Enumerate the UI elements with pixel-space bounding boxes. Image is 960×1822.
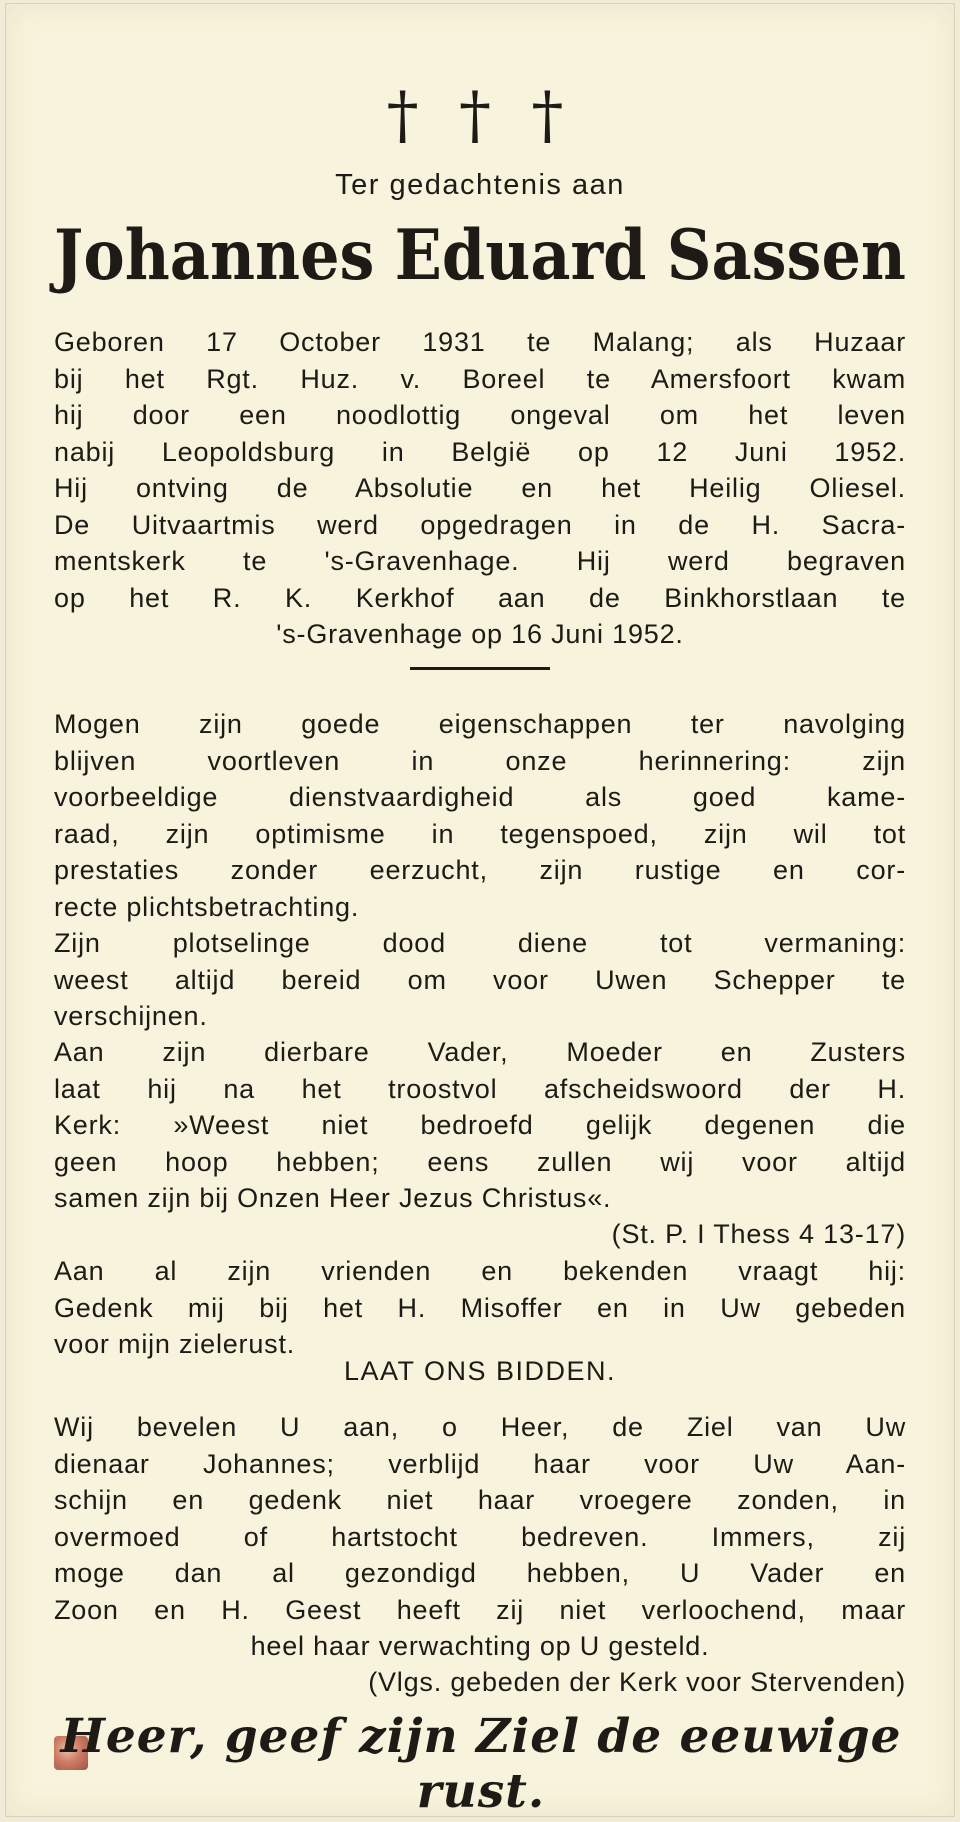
bible-citation: (St. P. I Thess 4 13-17) bbox=[611, 1219, 906, 1249]
friends-line: Gedenk mij bij het H. Misoffer en in Uw gebeden bbox=[54, 1292, 906, 1323]
prayer-line: dienaar Johannes; verblijd haar voor Uw Aan- bbox=[54, 1448, 906, 1479]
bio-line: bij het Rgt. Huz. v. Boreel te Amersfoort kwam bbox=[54, 363, 906, 394]
middle-name: Eduard bbox=[394, 214, 647, 296]
prayer-source: (Vlgs. gebeden der Kerk voor Stervenden) bbox=[368, 1667, 906, 1697]
death-paragraph bbox=[54, 925, 906, 998]
memory-line: blijven voortleven in onze herinnering: zijn bbox=[54, 745, 906, 776]
bio-last-line: 's-Gravenhage op 16 Juni 1952. bbox=[276, 619, 684, 649]
family-line: Kerk: »Weest niet bedroefd gelijk degenen die bbox=[54, 1110, 906, 1140]
family-paragraph bbox=[54, 1034, 906, 1180]
bio-line: hij door een noodlottig ongeval om het leven bbox=[54, 400, 906, 430]
family-line: geen hoop hebben; eens zullen wij voor altijd bbox=[54, 1146, 906, 1177]
closing-motto: Heer, geef zijn Ziel de eeuwige rust. bbox=[60, 1709, 902, 1819]
bio-line: De Uitvaartmis werd opgedragen in de H. Sacra- bbox=[54, 509, 906, 540]
prayer-line: Wij bevelen U aan, o Heer, de Ziel van Uw bbox=[54, 1412, 906, 1442]
memory-line: raad, zijn optimisme in tegenspoed, zijn wil tot bbox=[54, 818, 906, 849]
memory-line: Mogen zijn goede eigenschappen ter navolging bbox=[54, 709, 906, 739]
deceased-name bbox=[54, 214, 906, 297]
family-line: Aan zijn dierbare Vader, Moeder en Zusters bbox=[54, 1037, 906, 1067]
first-name: Johannes bbox=[54, 214, 375, 296]
prayer-line: Zoon en H. Geest heeft zij niet verloochend, maar bbox=[54, 1594, 906, 1625]
memory-line: prestaties zonder eerzucht, zijn rustige en cor- bbox=[54, 855, 906, 885]
biography bbox=[54, 324, 906, 616]
prayer-line: schijn en gedenk niet haar vroegere zonden, in bbox=[54, 1485, 906, 1515]
memorial-card bbox=[6, 4, 954, 1819]
friends-paragraph bbox=[54, 1253, 906, 1326]
prayer-last-line: heel haar verwachting op U gesteld. bbox=[250, 1631, 710, 1661]
three-crosses-icon: † † † bbox=[386, 79, 574, 153]
intro-text: Ter gedachtenis aan bbox=[335, 169, 625, 201]
friends-last-line: voor mijn zielerust. bbox=[54, 1329, 296, 1359]
death-line: weest altijd bereid om voor Uwen Schepper te bbox=[54, 964, 906, 995]
prayer-heading: LAAT ONS BIDDEN. bbox=[343, 1356, 617, 1386]
bio-line: Geboren 17 October 1931 te Malang; als Huzaar bbox=[54, 327, 906, 357]
bio-line: nabij Leopoldsburg in België op 12 Juni 1952. bbox=[54, 436, 906, 467]
family-line: laat hij na het troostvol afscheidswoord der H. bbox=[54, 1073, 906, 1104]
prayer-paragraph bbox=[54, 1409, 906, 1628]
friends-line: Aan al zijn vrienden en bekenden vraagt hij: bbox=[54, 1256, 906, 1286]
bio-line: Hij ontving de Absolutie en het Heilig Oliesel. bbox=[54, 473, 906, 503]
divider bbox=[410, 667, 550, 670]
death-last-line: verschijnen. bbox=[54, 1001, 208, 1031]
prayer-line: moge dan al gezondigd hebben, U Vader en bbox=[54, 1558, 906, 1588]
memory-last-line: recte plichtsbetrachting. bbox=[54, 892, 360, 922]
death-line: Zijn plotselinge dood diene tot vermaning: bbox=[54, 928, 906, 958]
bio-line: mentskerk te 's-Gravenhage. Hij werd begraven bbox=[54, 546, 906, 576]
memory-line: voorbeeldige dienstvaardigheid als goed kame- bbox=[54, 782, 906, 812]
memory-paragraph bbox=[54, 706, 906, 889]
family-last-line: samen zijn bij Onzen Heer Jezus Christus«. bbox=[54, 1183, 612, 1213]
prayer-line: overmoed of hartstocht bedreven. Immers, zij bbox=[54, 1521, 906, 1552]
bio-line: op het R. K. Kerkhof aan de Binkhorstlaan te bbox=[54, 582, 906, 613]
last-name: Sassen bbox=[666, 214, 906, 296]
